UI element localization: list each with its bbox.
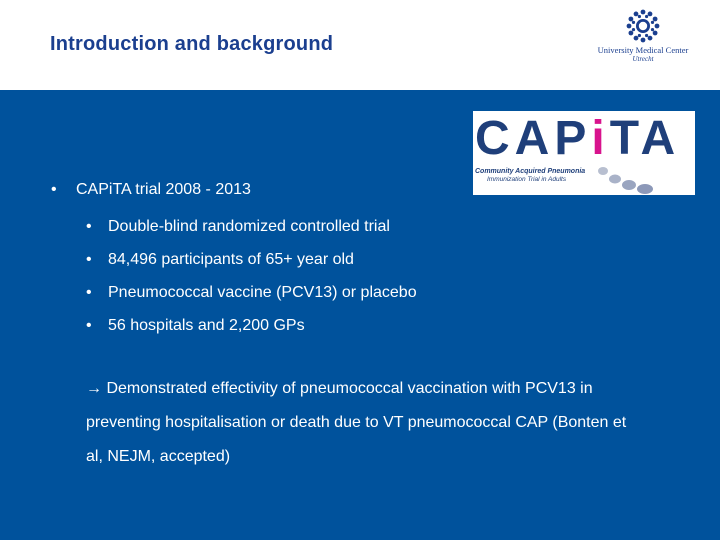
bullet-dot: • (86, 284, 92, 301)
bullet-sub-4 (86, 317, 305, 335)
bullet-sub-text: 56 hospitals and 2,200 GPs (108, 317, 305, 334)
bullet-dot: • (51, 181, 57, 198)
capita-subtitle-2: Immunization Trial in Adults (487, 176, 567, 183)
capita-subtitle-1: Community Acquired Pneumonia (475, 168, 586, 175)
umc-city: Utrecht (632, 55, 654, 63)
capita-letters-right: TA (609, 112, 681, 165)
bullet-sub-text: 84,496 participants of 65+ year old (108, 251, 354, 268)
capita-wordmark (475, 113, 680, 165)
capita-logo (473, 111, 695, 195)
umc-sun-icon (625, 8, 661, 44)
slide-title: Introduction and background (50, 33, 334, 55)
bullet-sub-text: Double-blind randomized controlled trial (108, 218, 390, 235)
bullet-sub-text: Pneumococcal vaccine (PCV13) or placebo (108, 284, 417, 301)
bullet-main (51, 181, 251, 199)
bullet-sub-3 (86, 284, 417, 302)
slide-header (0, 0, 720, 90)
bullet-main-text: CAPiTA trial 2008 - 2013 (76, 181, 251, 198)
capita-letters-left: CAP (475, 112, 592, 165)
conclusion-text: → Demonstrated effectivity of pneumococcal vaccination with PCV13 in preventing hospitalisation or death due to VT pneumococcal CAP (Bonten et al, NEJM, accepted) (86, 380, 627, 465)
bullet-sub-1 (86, 218, 390, 236)
bullet-dot: • (86, 251, 92, 268)
umc-logo (592, 8, 694, 70)
umc-name: University Medical Center (597, 45, 689, 55)
bullet-sub-2 (86, 251, 354, 269)
bullet-dot: • (86, 218, 92, 235)
bullet-dot: • (86, 317, 92, 334)
capita-letter-i: i (591, 112, 610, 165)
